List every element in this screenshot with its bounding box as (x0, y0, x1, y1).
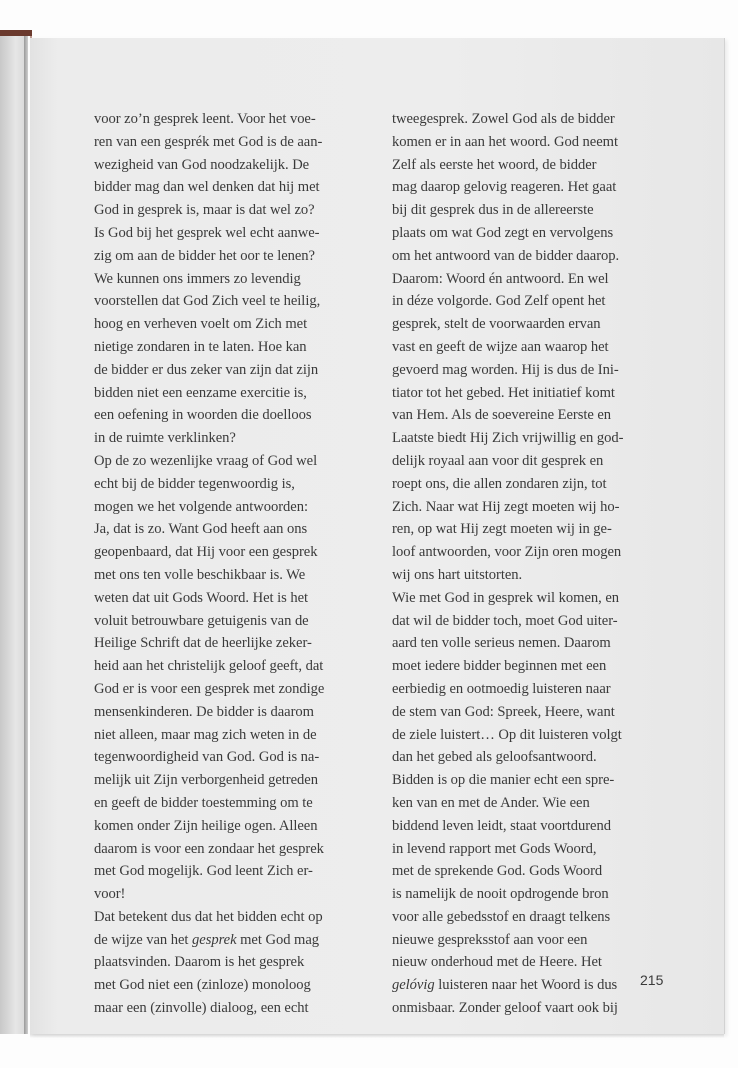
text-line: gevoerd mag worden. Hij is dus de Ini- (392, 361, 619, 378)
text-line: in de ruimte verklinken? (94, 430, 236, 447)
spine-headband (0, 30, 32, 36)
book-spine (0, 34, 26, 1034)
text-line: weten dat uit Gods Woord. Het is het (94, 589, 309, 606)
text-line: voluit betrouwbare getuigenis van de (94, 612, 309, 629)
text-line: daarom is voor een zondaar het gesprek (94, 840, 324, 857)
text-line: bij dit gesprek dus in de allereerste (392, 202, 594, 219)
text-line: Is God bij het gesprek wel echt aanwe- (94, 224, 320, 241)
text-line: gesprek, stelt de voorwaarden ervan (392, 316, 601, 333)
text-line: Zich. Naar wat Hij zegt moeten wij ho- (392, 498, 620, 515)
text-line: geopenbaard, dat Hij voor een gesprek (94, 544, 318, 561)
text-line: is namelijk de nooit opdrogende bron (392, 886, 609, 903)
text-line: voor! (94, 886, 126, 903)
text-line: dat wil de bidder toch, moet God uiter- (392, 612, 618, 629)
text-line: wij ons hart uitstorten. (392, 566, 523, 583)
text-line: We kunnen ons immers zo levendig (94, 270, 301, 287)
text-line: tiator tot het gebed. Het initiatief komt (392, 384, 615, 401)
text-line: eerbiedig en ootmoedig luisteren naar (392, 680, 611, 697)
text-line: nieuwe gespreksstof aan voor een (392, 931, 588, 948)
text-segment: luisteren naar het Woord is dus (434, 977, 618, 994)
text-line: voor alle gebedsstof en draagt telkens (392, 908, 611, 925)
text-line: nieuw onderhoud met de Heere. Het (392, 954, 602, 971)
text-line: plaats om wat God zegt en vervolgens (392, 224, 614, 241)
text-line: mensenkinderen. De bidder is daarom (94, 703, 314, 720)
text-line: Laatste biedt Hij Zich vrijwillig en god- (392, 430, 624, 447)
text-line: en geeft de bidder toestemming om te (94, 794, 313, 811)
text-line: in déze volgorde. God Zelf opent het (392, 293, 606, 310)
text-line: ren van een gesprék met God is de aan- (94, 133, 323, 150)
italic-emphasis: gesprek (192, 931, 237, 948)
text-line: onmisbaar. Zonder geloof vaart ook bij (392, 1000, 618, 1017)
text-line: nietige zondaren in te laten. Hoe kan (94, 338, 307, 355)
text-line: vast en geeft de wijze aan waarop het (392, 338, 609, 355)
text-line: roept ons, die allen zondaren zijn, tot (392, 475, 607, 492)
text-line: wezigheid van God noodzakelijk. De (94, 156, 310, 173)
text-line: zig om aan de bidder het oor te lenen? (94, 247, 315, 264)
text-line: Op de zo wezenlijke vraag of God wel (94, 452, 318, 469)
text-line: Daarom: Woord én antwoord. En wel (392, 270, 609, 287)
text-segment: met God mag (236, 931, 320, 948)
left-text-column (94, 108, 372, 1020)
text-line: echt bij de bidder tegenwoordig is, (94, 475, 295, 492)
page-number: 215 (640, 972, 664, 988)
text-line: tweegesprek. Zowel God als de bidder (392, 111, 615, 127)
text-line: komen er in aan het woord. God neemt (392, 133, 618, 150)
text-line: hoog en verheven voelt om Zich met (94, 316, 308, 333)
text-line: heid aan het christelijk geloof geeft, dat (94, 658, 324, 675)
text-line: met ons ten volle beschikbaar is. We (94, 566, 306, 583)
text-line (94, 929, 372, 952)
text-line: bidder mag dan wel denken dat hij met (94, 179, 320, 196)
text-line: delijk royaal aan voor dit gesprek en (392, 452, 604, 469)
text-line: Dat betekent dus dat het bidden echt op (94, 908, 323, 925)
text-line: loof antwoorden, voor Zijn oren mogen (392, 544, 622, 561)
text-line: ken van en met de Ander. Wie een (392, 794, 590, 811)
page-shadow (30, 1034, 724, 1038)
text-line: Ja, dat is zo. Want God heeft aan ons (94, 521, 308, 538)
text-line: God er is voor een gesprek met zondige (94, 680, 325, 697)
text-line: een oefening in woorden die doelloos (94, 407, 312, 424)
text-segment: de wijze van het (94, 931, 193, 948)
text-line: aard ten volle serieus nemen. Daarom (392, 635, 611, 652)
right-text-column (392, 108, 676, 1020)
text-line: in levend rapport met Gods Woord, (392, 840, 597, 857)
text-line: plaatsvinden. Daarom is het gesprek (94, 954, 305, 971)
text-line: de ziele luistert… Op dit luisteren volgt (392, 726, 622, 743)
spine-edge (24, 34, 28, 1034)
text-line: Bidden is op die manier echt een spre- (392, 772, 615, 789)
text-line: om het antwoord van de bidder daarop. (392, 247, 620, 264)
text-line (392, 974, 676, 997)
text-line: God in gesprek is, maar is dat wel zo? (94, 202, 315, 219)
text-line: moet iedere bidder beginnen met een (392, 658, 607, 675)
text-line: mag daarop gelovig reageren. Het gaat (392, 179, 617, 196)
text-line: niet alleen, maar mag zich weten in de (94, 726, 317, 743)
text-line: de bidder er dus zeker van zijn dat zijn (94, 361, 319, 378)
text-line: komen onder Zijn heilige ogen. Alleen (94, 817, 318, 834)
text-line: dan het gebed als geloofsantwoord. (392, 749, 597, 766)
text-line: Heilige Schrift dat de heerlijke zeker- (94, 635, 312, 652)
text-line: voor zo’n gesprek leent. Voor het voe- (94, 111, 316, 127)
text-line: met de sprekende God. Gods Woord (392, 863, 603, 880)
text-line: met God niet een (zinloze) monoloog (94, 977, 311, 994)
text-line: mogen we het volgende antwoorden: (94, 498, 308, 515)
text-line: met God mogelijk. God leent Zich er- (94, 863, 313, 880)
text-line: Wie met God in gesprek wil komen, en (392, 589, 620, 606)
text-line: melijk uit Zijn verborgenheid getreden (94, 772, 318, 789)
text-line: ren, op wat Hij zegt moeten wij in ge- (392, 521, 612, 538)
text-line: maar een (zinvolle) dialoog, een echt (94, 1000, 309, 1017)
text-line: de stem van God: Spreek, Heere, want (392, 703, 615, 720)
text-line: van Hem. Als de soevereine Eerste en (392, 407, 612, 424)
text-line: voorstellen dat God Zich veel te heilig, (94, 293, 321, 310)
text-line: bidden niet een eenzame exercitie is, (94, 384, 307, 401)
text-line: tegenwoordigheid van God. God is na- (94, 749, 320, 766)
italic-emphasis: gelóvig (392, 977, 435, 994)
text-line: biddend leven leidt, staat voortdurend (392, 817, 611, 834)
text-line: Zelf als eerste het woord, de bidder (392, 156, 597, 173)
